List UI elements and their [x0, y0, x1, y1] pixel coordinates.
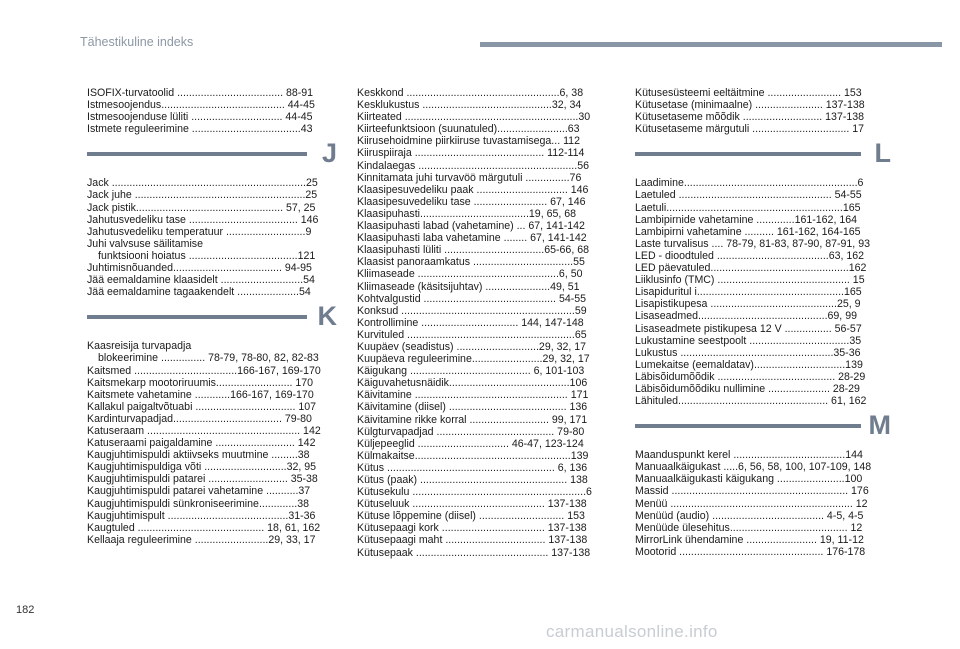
index-entry: Kindalaegas ......................................................56: [357, 159, 589, 172]
index-entry: Kaugjuhtimispuldi patarei vahetamine ...........37: [87, 485, 311, 498]
index-entry: Läbisõidumõõdiku nullimine ..................... 28-29: [635, 382, 860, 395]
letter-divider: [87, 138, 339, 172]
index-entry: Läbisõidumõõdik ........................................ 28-29: [635, 370, 866, 383]
index-entry: Jack ..................................................................25: [87, 177, 318, 190]
index-entry: Kellaaja reguleerimine .........................29, 33, 17: [87, 533, 316, 546]
letter-divider: [87, 301, 339, 335]
index-entry: Kliimaseade (käsitsijuhtav) ......................49, 51: [357, 280, 580, 293]
index-entry: Kiirusehoidmine piirkiiruse tuvastamisega... 112: [357, 135, 580, 148]
section-letter: M: [868, 410, 891, 441]
index-entry: Jack juhe ..........................................................25: [87, 189, 318, 202]
index-entry: Klaasipuhasti laba vahetamine ........ 67, 141-142: [357, 232, 587, 245]
index-entry: Klaasipuhasti lüliti ..................................65-66, 68: [357, 244, 589, 257]
index-entry: Küljepeeglid ............................... 46-47, 123-124: [357, 437, 584, 450]
index-entry: Klaasipesuvedeliku paak ............................... 146: [357, 183, 589, 196]
index-entry: Kütuse lõppemine (diisel) ............................. 153: [357, 510, 585, 523]
page-number: 182: [16, 604, 35, 616]
index-entry: Liiklusinfo (TMC) ............................................. 15: [635, 274, 865, 287]
section-letter: L: [874, 138, 891, 169]
index-entry: Kütusetase (minimaalne) ....................... 137-138: [635, 99, 865, 112]
index-entry: Kütusepaak ............................................. 137-138: [357, 546, 591, 559]
index-entry: Külmakaitse.....................................................139: [357, 449, 589, 462]
index-entry: Lisapistikupesa ...........................................25, 9: [635, 298, 861, 311]
index-entry: Kiiruspiiraja ............................................ 112-114: [357, 147, 585, 160]
index-entry: Kontrollimine ................................. 144, 147-148: [357, 316, 584, 329]
index-entry: Keskkond ....................................................6, 38: [357, 87, 584, 99]
index-column-1: [87, 87, 339, 546]
index-entry: Kardinturvapadjad..................................... 79-80: [87, 412, 312, 425]
index-entry: Juhtimisnõuanded..................................... 94-95: [87, 262, 312, 275]
section-letter: J: [321, 138, 337, 169]
index-entry: Käivitamine .................................................... 171: [357, 389, 589, 402]
index-entry: Käivitamine rikke korral ........................... 99, 171: [357, 413, 588, 426]
header-rule: [480, 42, 942, 47]
index-entry: LED päevatuled...............................................162: [635, 262, 867, 275]
index-entry: Klaasist panoraamkatus ..................................55: [357, 256, 585, 269]
index-entry: Kaugjuhtimispult .........................................31-36: [87, 509, 316, 522]
index-entry: Manuaalkäigukasti käigukang .......................100: [635, 473, 863, 486]
index-entry: Lisapiduritul i..................................................165: [635, 286, 862, 299]
letter-divider: [635, 410, 893, 444]
index-entry: Kaugtuled ........................................... 18, 61, 162: [87, 521, 321, 534]
index-entry: Lisaseadmete pistikupesa 12 V ................ 56-57: [635, 322, 862, 335]
index-entry: Laetuled .................................................... 54-55: [635, 189, 862, 202]
index-entry: Jää eemaldamine klaasidelt ............................54: [87, 274, 315, 287]
index-entry: Lumekaitse (eemaldatav)...............................139: [635, 358, 863, 371]
index-entry: Kaitsmed ...................................166-167, 169-170: [87, 364, 321, 377]
index-entry: Konksud ...........................................................59: [357, 304, 587, 317]
section-title: Tähestikuline indeks: [80, 35, 194, 49]
divider-line: [87, 315, 307, 319]
index-entry: Kaugjuhtimispuldi patarei ........................... 35-38: [87, 473, 318, 486]
divider-line: [635, 424, 861, 428]
index-entry: Juhi valvsuse säilitamise: [87, 237, 203, 250]
index-entry: Jahutusvedeliku temperatuur ...........................9: [87, 225, 312, 238]
index-entry: Kaitsmete vahetamine ............166-167, 169-170: [87, 388, 314, 401]
index-entry: Menüü .............................................................. 12: [635, 497, 868, 510]
index-entry: Menüüd (audio) ...................................... 4-5, 4-5: [635, 509, 864, 522]
index-entry: MirrorLink ühendamine ........................ 19, 11-12: [635, 533, 864, 546]
divider-line: [635, 152, 861, 156]
index-entry: blokeerimine ............... 78-79, 78-80, 82, 82-83: [98, 352, 319, 365]
index-entry: Käivitamine (diisel) ........................................ 136: [357, 401, 588, 414]
index-entry: Kütus (paak) .................................................. 138: [357, 474, 588, 486]
index-entry: Massid ............................................................ 176: [635, 485, 869, 498]
index-entry: Kinnitamata juhi turvavöö märgutuli ...............76: [357, 171, 582, 184]
index-entry: Lambipirnide vahetamine .............161-162, 164: [635, 213, 858, 226]
index-entry: Klaasipuhasti.....................................19, 65, 68: [357, 207, 577, 220]
index-entry: Kütuseluuk ............................................. 137-138: [357, 498, 587, 511]
index-entry: Istmesoojendus.......................................... 44-45: [87, 99, 315, 112]
index-entry: Kliimaseade ................................................6, 50: [357, 268, 583, 281]
index-entry: Mootorid ................................................. 176-178: [635, 545, 866, 558]
index-entry: Kütusepaagi maht .................................. 137-138: [357, 534, 588, 547]
index-entry: ISOFIX-turvatoolid .................................... 88-91: [87, 87, 314, 99]
index-entry: Kaitsmekarp mootoriruumis.......................... 170: [87, 376, 314, 389]
index-entry: Kaugjuhtimispuldiga võti ............................32, 95: [87, 461, 317, 474]
index-entry: Kaugjuhtimispuldi aktiivseks muutmine .........38: [87, 449, 310, 462]
watermark: carmanualsonline.info: [546, 622, 718, 641]
index-entry: Kaasreisija turvapadja: [87, 340, 192, 353]
index-entry: Kütusetaseme mõõdik ........................... 137-138: [635, 111, 865, 124]
index-entry: Kütusepaagi kork ................................... 137-138: [357, 522, 587, 535]
index-entry: Lukustamine seestpoolt ..................................35: [635, 334, 862, 347]
index-entry: Jack pistik.................................................. 57, 25: [87, 201, 316, 214]
section-letter: K: [317, 301, 337, 332]
index-entry: Lambipirni vahetamine .......... 161-162, 164-165: [635, 225, 861, 238]
index-entry: Jää eemaldamine tagaakendelt .....................54: [87, 286, 311, 299]
index-entry: LED - dioodtuled ......................................63, 162: [635, 249, 865, 262]
letter-divider: [635, 138, 893, 172]
index-entry: Menüüde ülesehitus........................................ 12: [635, 521, 863, 534]
index-entry: Istmete reguleerimine .....................................43: [87, 123, 313, 136]
index-entry: Lukustus ....................................................35-36: [635, 346, 861, 359]
index-entry: Laetuli............................................................165: [635, 201, 861, 214]
index-entry: Maanduspunkt kerel ......................................144: [635, 449, 863, 462]
index-entry: Külgturvapadjad ........................................ 79-80: [357, 425, 585, 438]
index-entry: Kütusekulu ...........................................................6: [357, 486, 592, 499]
index-entry: Jahutusvedeliku tase ..................................... 146: [87, 213, 319, 226]
index-entry: Kesklukustus ............................................32, 34: [357, 99, 582, 112]
index-entry: Kiirteated ...........................................................30: [357, 111, 591, 124]
index-entry: Laste turvalisus .... 78-79, 81-83, 87-90, 87-91, 93: [635, 237, 870, 250]
index-entry: Katuseraam .................................................... 142: [87, 424, 321, 437]
index-entry: Kütus ......................................................... 6, 136: [357, 461, 588, 474]
index-entry: Käiguvahetusnäidik.........................................106: [357, 377, 588, 390]
index-entry: Kaugjuhtimispuldi sünkroniseerimine.............38: [87, 497, 309, 510]
index-column-3: [635, 87, 893, 558]
index-entry: Kiirteefunktsioon (suunatuled)........................63: [357, 123, 580, 136]
index-entry: Kallakul paigaltvõtuabi .................................. 107: [87, 400, 317, 413]
index-entry: Klaasipesuvedeliku tase ......................... 67, 146: [357, 195, 586, 208]
index-entry: Katuseraami paigaldamine ........................... 142: [87, 437, 316, 450]
index-entry: Käigukang ......................................... 6, 101-103: [357, 365, 585, 378]
index-entry: Lähituled................................................... 61, 162: [635, 395, 867, 408]
index-entry: Kütusetaseme märgutuli ................................. 17: [635, 123, 865, 136]
index-column-2: [357, 87, 615, 559]
index-entry: Kuupäeva reguleerimine........................29, 32, 17: [357, 353, 590, 366]
index-entry: Kohtvalgustid ............................................. 54-55: [357, 292, 587, 305]
divider-line: [87, 152, 307, 156]
index-entry: Klaasipuhasti labad (vahetamine) ... 67, 141-142: [357, 220, 585, 233]
index-entry: funktsiooni hoiatus .....................................121: [98, 249, 316, 262]
index-entry: Kuupäev (seadistus) ............................29, 32, 17: [357, 340, 587, 353]
index-entry: Kurvituled .........................................................65: [357, 328, 587, 341]
header-bar: [0, 0, 960, 62]
index-entry: Istmesoojenduse lüliti ............................... 44-45: [87, 111, 313, 124]
index-entry: Lisaseadmed............................................69, 99: [635, 310, 857, 323]
index-entry: Kütusesüsteemi eeltäitmine ......................... 153: [635, 87, 862, 99]
index-entry: Laadimine...........................................................6: [635, 177, 864, 190]
index-entry: Manuaalkäigukast .....6, 56, 58, 100, 107-109, 148: [635, 461, 872, 474]
